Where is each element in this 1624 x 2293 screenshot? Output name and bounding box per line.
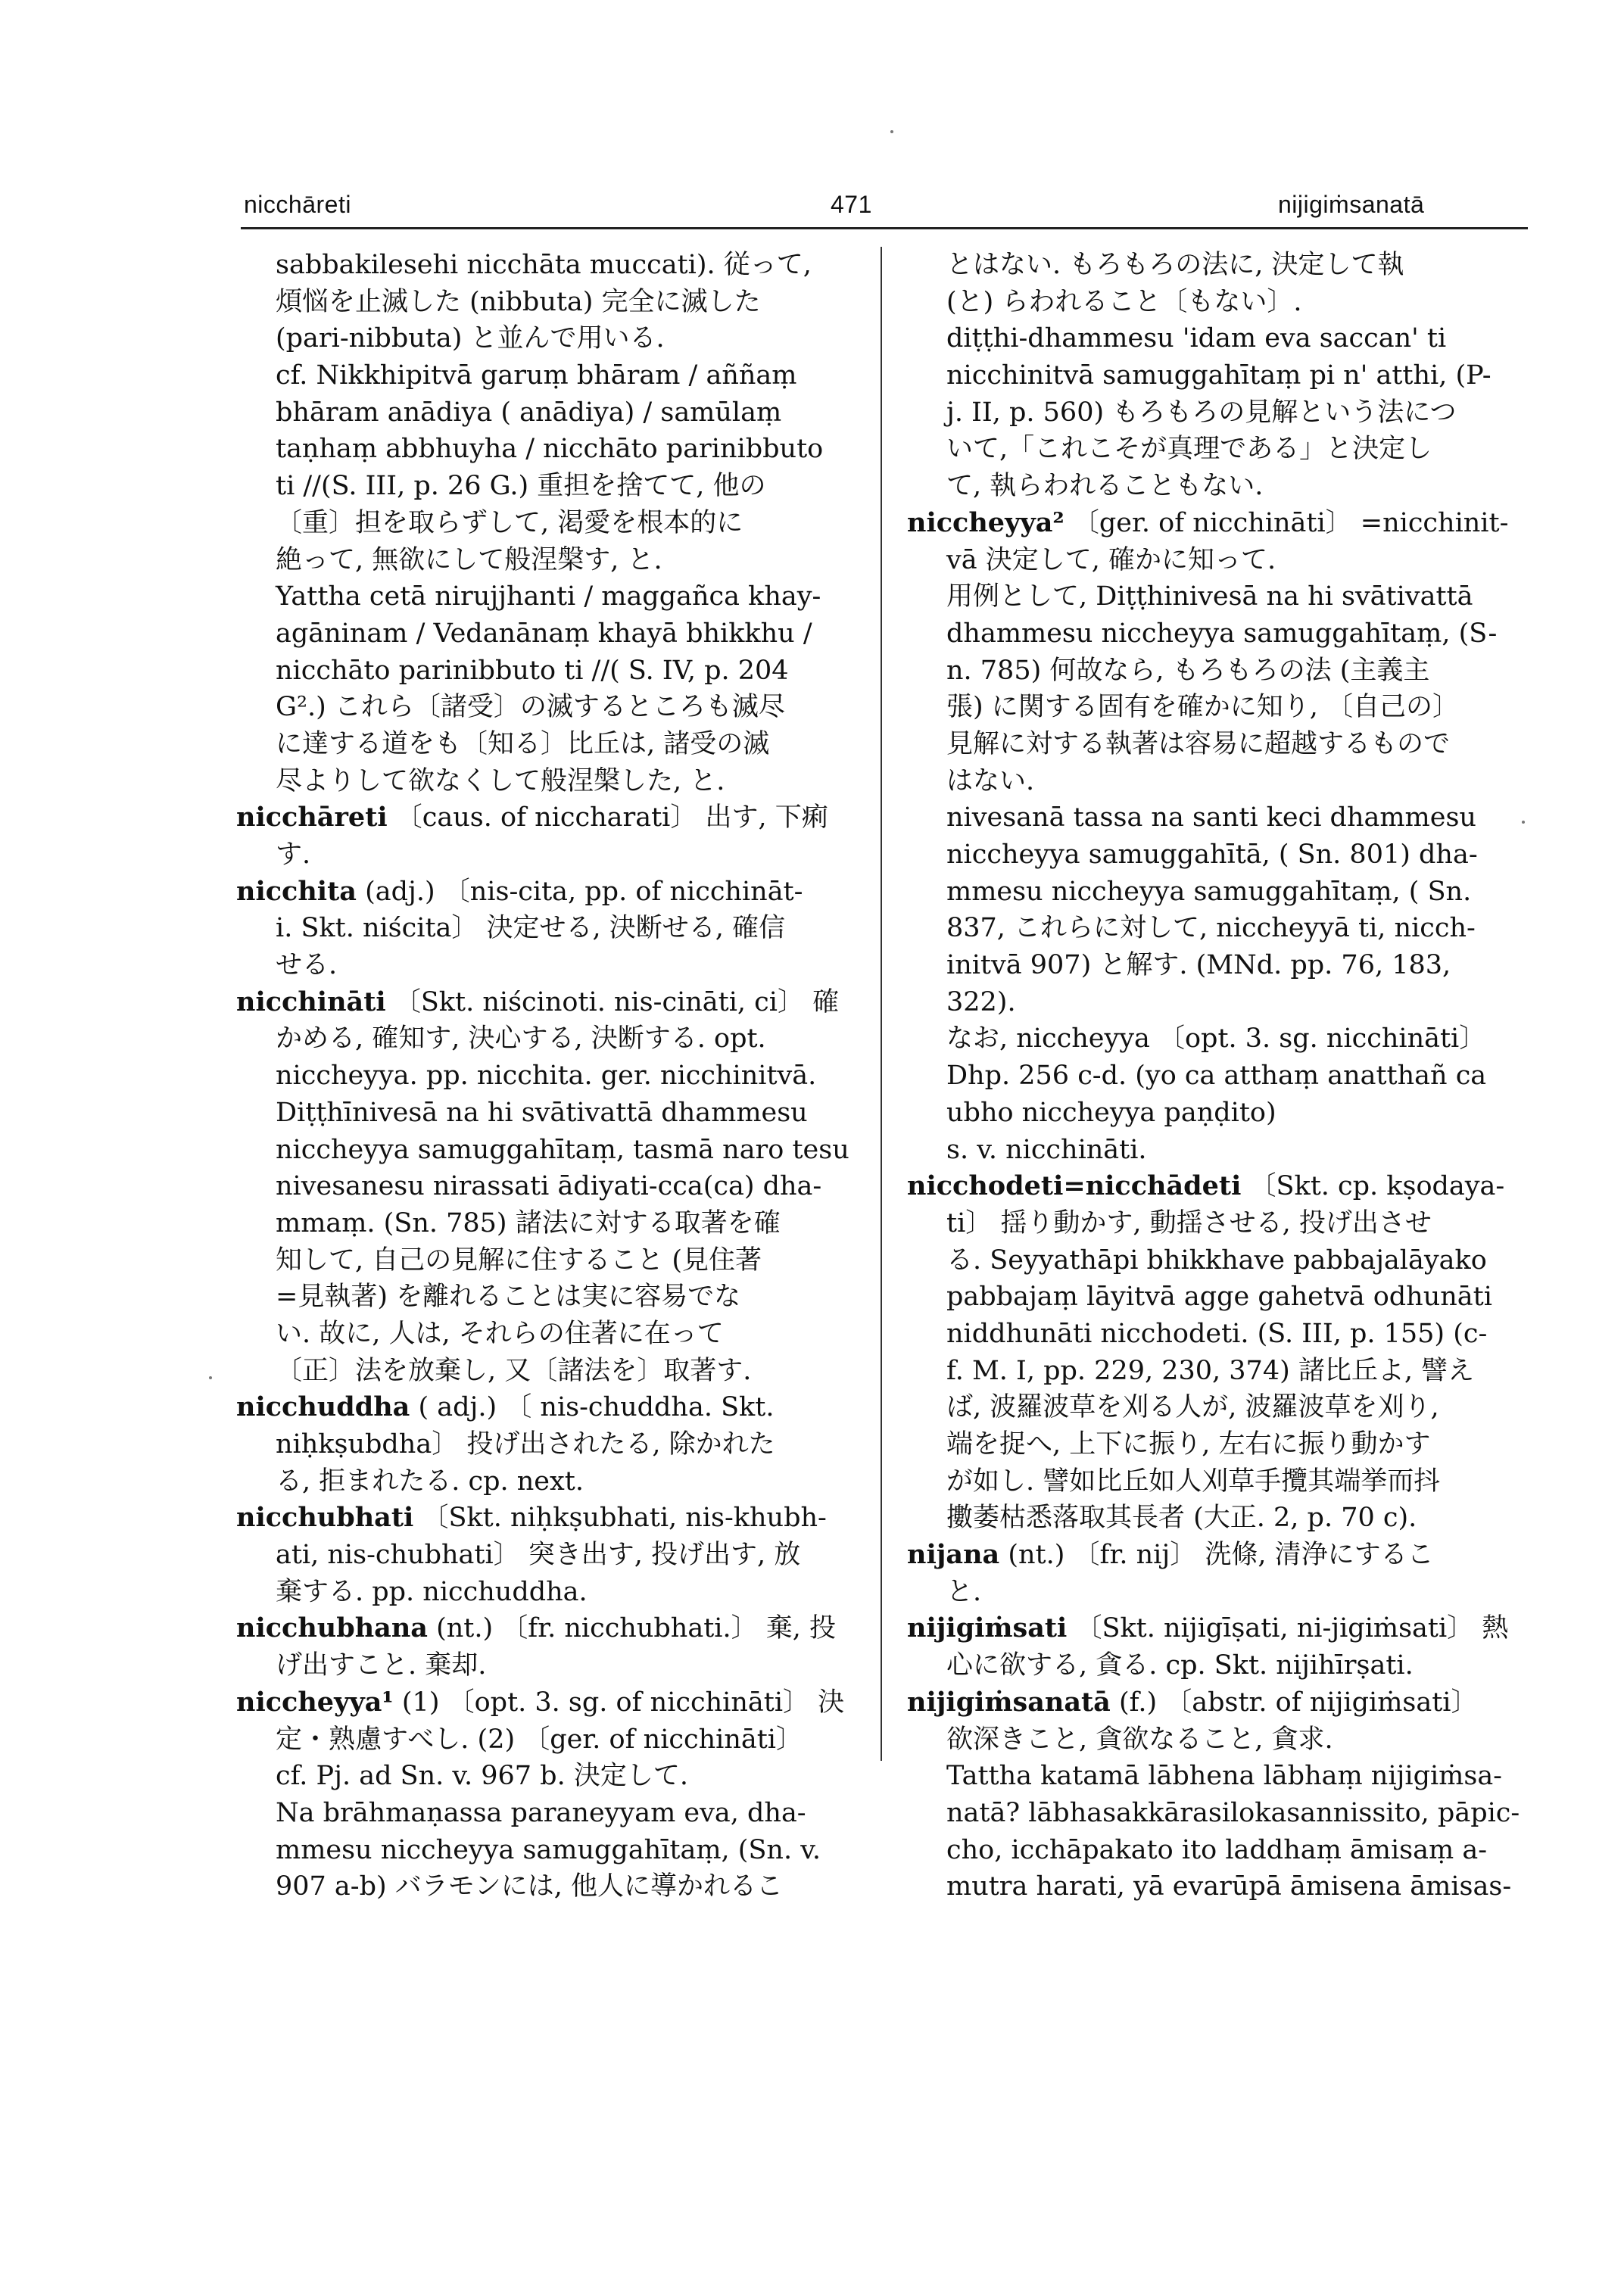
entry-text-line: はない. <box>946 765 1035 796</box>
dictionary-entry-line: nijigiṁsati 〔Skt. nijigīṣati, ni-jigiṁsati〕 熱 <box>907 1612 1509 1644</box>
entry-text-line: 絶って, 無欲にして般涅槃す, と. <box>276 544 662 575</box>
entry-text-line: 煩悩を止滅した (nibbuta) 完全に滅した <box>276 286 761 317</box>
headword: nicchubhana <box>236 1612 428 1644</box>
entry-text-line: 907 a-b) バラモンには, 他人に導かれるこ <box>276 1871 784 1902</box>
headword: nicchubhati <box>236 1502 414 1534</box>
entry-text-line: (pari-nibbuta) と並んで用いる. <box>276 323 665 354</box>
dictionary-entry-line: nicchināti 〔Skt. niścinoti. nis-cināti, ci〕 確 <box>236 986 840 1017</box>
entry-text-line: natā? lābhasakkārasilokasannissito, pāpic- <box>946 1797 1520 1828</box>
headword: nicchāreti <box>236 802 388 833</box>
entry-text-line: 尽よりして欲なくして般涅槃した, と. <box>276 765 725 796</box>
entry-text-line: Diṭṭhīnivesā na hi svātivattā dhammesu <box>276 1097 808 1128</box>
headword: nicchita <box>236 875 357 907</box>
entry-text-line: Dhp. 256 c-d. (yo ca atthaṃ anatthañ ca <box>946 1061 1487 1092</box>
entry-text-line: 322). <box>946 986 1016 1017</box>
dictionary-entry-line: nicchuddha ( adj.) 〔 nis-chuddha. Skt. <box>236 1391 775 1423</box>
headword: nicchuddha <box>236 1391 410 1423</box>
entry-text-line: 〔正〕法を放棄し, 又〔諸法を〕取著す. <box>276 1355 752 1386</box>
entry-text-line: と. <box>946 1576 982 1607</box>
entry-text-line: 837, これらに対して, niccheyyā ti, nicch- <box>946 913 1476 944</box>
entry-text-line: 擻萎枯悉落取其長者 (大正. 2, p. 70 c). <box>946 1503 1417 1534</box>
entry-text-line: agāninam / Vedanānaṃ khayā bhikkhu / <box>276 618 812 649</box>
entry-text-line: 見解に対する執著は容易に超越するもので <box>946 728 1451 759</box>
entry-text-line: =見執著) を離れることは実に容易でな <box>276 1282 741 1313</box>
entry-text-line: cf. Nikkhipitvā garuṃ bhāram / aññaṃ <box>276 360 797 391</box>
headword: nijigiṁsati <box>907 1612 1068 1644</box>
entry-text-line: Yattha cetā nirujjhanti / maggañca khay- <box>276 581 821 612</box>
entry-text-line: る. Seyyathāpi bhikkhave pabbajalāyako <box>946 1245 1487 1276</box>
entry-text-line: とはない. もろもろの法に, 決定して執 <box>946 250 1404 280</box>
entry-text-line: ば, 波羅波草を刈る人が, 波羅波草を刈り, <box>946 1392 1439 1423</box>
entry-text-line: す. <box>276 840 311 870</box>
dictionary-entry-line: nicchubhana (nt.) 〔fr. nicchubhati.〕 棄, 投 <box>236 1612 836 1644</box>
entry-text-line: dhammesu niccheyya samuggahītaṃ, (S- <box>946 618 1498 649</box>
entry-text-line: (と) らわれること〔もない〕. <box>946 286 1302 317</box>
entry-text-line: mmesu niccheyya samuggahītaṃ, (Sn. v. <box>276 1834 821 1865</box>
entry-text-line: i. Skt. niścita〕 決定せる, 決断せる, 確信 <box>276 913 785 944</box>
entry-text-line: 心に欲する, 貪る. cp. Skt. nijihīrṣati. <box>946 1650 1414 1681</box>
entry-text-line: niḥkṣubdha〕 投げ出されたる, 除かれた <box>276 1429 775 1460</box>
entry-text-line: s. v. nicchināti. <box>946 1134 1147 1165</box>
entry-text-line: 張) に関する固有を確かに知り, 〔自己の〕 <box>946 692 1460 723</box>
entry-text-line: 定・熟慮すべし. (2) 〔ger. of nicchināti〕 <box>276 1724 803 1755</box>
entry-text-line: nivesanesu nirassati ādiyati-cca(ca) dha- <box>276 1171 822 1202</box>
entry-text-line: い. 故に, 人は, それらの住著に在って <box>276 1318 724 1349</box>
running-head-right: nijigiṁsanatā <box>1278 191 1425 218</box>
entry-text-line: ti //(S. III, p. 26 G.) 重担を捨てて, 他の <box>276 471 766 502</box>
running-head-left: nicchāreti <box>244 191 351 218</box>
entry-text-line: いて,「これこそが真理である」と決定し <box>946 434 1432 465</box>
entry-text-line: taṇhaṃ abbhuyha / nicchāto parinibbuto <box>276 434 824 465</box>
headword: nijana <box>907 1539 1000 1571</box>
entry-text-line: る, 拒まれたる. cp. next. <box>276 1466 584 1497</box>
column-divider <box>881 247 882 1761</box>
entry-text-line: て, 執らわれることもない. <box>946 471 1264 502</box>
page-number: 471 <box>831 191 872 218</box>
entry-text-line: cho, icchāpakato ito laddhaṃ āmisaṃ a- <box>946 1834 1488 1865</box>
dictionary-entry-line: nijigiṁsanatā (f.) 〔abstr. of nijigiṁsati〕 <box>907 1686 1478 1718</box>
entry-text-line: げ出すこと. 棄却. <box>276 1650 487 1681</box>
entry-text-line: ubho niccheyya paṇḍito) <box>946 1097 1276 1128</box>
entry-text-line: niccheyya samuggahītaṃ, tasmā naro tesu <box>276 1134 849 1165</box>
entry-text-line: かめる, 確知す, 決心する, 決断する. opt. <box>276 1023 766 1055</box>
entry-text-line: n. 785) 何故なら, もろもろの法 (主義主 <box>946 655 1430 686</box>
entry-text-line: niddhunāti nicchodeti. (S. III, p. 155) (c- <box>946 1318 1488 1349</box>
dictionary-entry-line: nicchita (adj.) 〔nis-cita, pp. of nicchināt- <box>236 875 803 907</box>
header-rule <box>241 227 1528 229</box>
dictionary-entry-line: nicchodeti=nicchādeti 〔Skt. cp. kṣodaya- <box>907 1170 1505 1202</box>
headword: nicchināti <box>236 986 386 1017</box>
entry-text-line: sabbakilesehi nicchāta muccati). 従って, <box>276 250 812 280</box>
entry-text-line: niccheyya. pp. nicchita. ger. nicchinitvā. <box>276 1061 817 1092</box>
entry-text-line: せる. <box>276 950 338 981</box>
headword: nijigiṁsanatā <box>907 1686 1111 1718</box>
entry-text-line: initvā 907) と解す. (MNd. pp. 76, 183, <box>946 950 1451 981</box>
entry-text-line: 欲深きこと, 貪欲なること, 貪求. <box>946 1724 1333 1755</box>
scan-speck <box>1522 821 1525 824</box>
entry-text-line: 用例として, Diṭṭhinivesā na hi svātivattā <box>946 581 1473 612</box>
entry-text-line: ati, nis-chubhati〕 突き出す, 投げ出す, 放 <box>276 1540 801 1571</box>
entry-text-line: に達する道をも〔知る〕比丘は, 諸受の滅 <box>276 728 770 759</box>
entry-text-line: mmesu niccheyya samuggahītaṃ, ( Sn. <box>946 876 1472 907</box>
entry-text-line: mmaṃ. (Sn. 785) 諸法に対する取著を確 <box>276 1207 781 1238</box>
entry-text-line: 端を捉へ, 上下に振り, 左右に振り動かす <box>946 1429 1431 1460</box>
entry-text-line: mutra harati, yā evarūpā āmisena āmisas- <box>946 1871 1512 1902</box>
dictionary-entry-line: nicchubhati 〔Skt. niḥkṣubhati, nis-khubh- <box>236 1502 827 1534</box>
headword: nicchodeti=nicchādeti <box>907 1170 1242 1202</box>
entry-text-line: bhāram anādiya ( anādiya) / samūlaṃ <box>276 397 782 428</box>
dictionary-entry-line: niccheyya¹ (1) 〔opt. 3. sg. of nicchināti〕 決 <box>236 1686 845 1718</box>
entry-text-line: G².) これら〔諸受〕の滅するところも滅尽 <box>276 692 785 723</box>
entry-text-line: cf. Pj. ad Sn. v. 967 b. 決定して. <box>276 1761 688 1792</box>
entry-text-line: nicchāto parinibbuto ti //( S. IV, p. 204 <box>276 655 789 686</box>
entry-text-line: Tattha katamā lābhena lābhaṃ nijigiṁsa- <box>946 1761 1503 1792</box>
entry-text-line: diṭṭhi-dhammesu 'idam eva saccan' ti <box>946 323 1447 354</box>
entry-text-line: 棄する. pp. nicchuddha. <box>276 1576 588 1607</box>
scan-speck <box>209 1376 212 1379</box>
entry-text-line: pabbajaṃ lāyitvā agge gahetvā odhunāti <box>946 1282 1492 1313</box>
entry-text-line: j. II, p. 560) もろもろの見解という法につ <box>946 397 1457 428</box>
entry-text-line: 〔重〕担を取らずして, 渇愛を根本的に <box>276 507 743 538</box>
entry-text-line: ti〕 揺り動かす, 動揺させる, 投げ出させ <box>946 1207 1432 1238</box>
dictionary-entry-line: niccheyya² 〔ger. of nicchināti〕 =nicchinit- <box>907 506 1509 538</box>
left-column <box>236 247 860 1905</box>
dictionary-entry-line: nicchāreti 〔caus. of niccharati〕 出す, 下痢 <box>236 802 828 833</box>
entry-text-line: vā 決定して, 確かに知って. <box>946 544 1276 575</box>
scan-speck <box>890 130 893 133</box>
entry-text-line: niccheyya samuggahītā, ( Sn. 801) dha- <box>946 840 1478 870</box>
dictionary-entry-line: nijana (nt.) 〔fr. nij〕 洗條, 清浄にするこ <box>907 1539 1434 1571</box>
headword: niccheyya² <box>907 506 1064 538</box>
entry-text-line: なお, niccheyya 〔opt. 3. sg. nicchināti〕 <box>946 1023 1486 1055</box>
entry-text-line: Na brāhmaṇassa paraneyyam eva, dha- <box>276 1797 806 1828</box>
entry-text-line: nicchinitvā samuggahītaṃ pi n' atthi, (P- <box>946 360 1492 391</box>
entry-text-line: が如し. 譬如比丘如人刈草手攬其端挙而抖 <box>946 1466 1441 1497</box>
entry-text-line: 知して, 自己の見解に住すること (見住著 <box>276 1245 762 1276</box>
entry-text-line: f. M. I, pp. 229, 230, 374) 諸比丘よ, 譬え <box>946 1355 1475 1386</box>
entry-text-line: nivesanā tassa na santi keci dhammesu <box>946 802 1476 833</box>
headword: niccheyya¹ <box>236 1686 394 1718</box>
right-column <box>907 247 1522 1905</box>
